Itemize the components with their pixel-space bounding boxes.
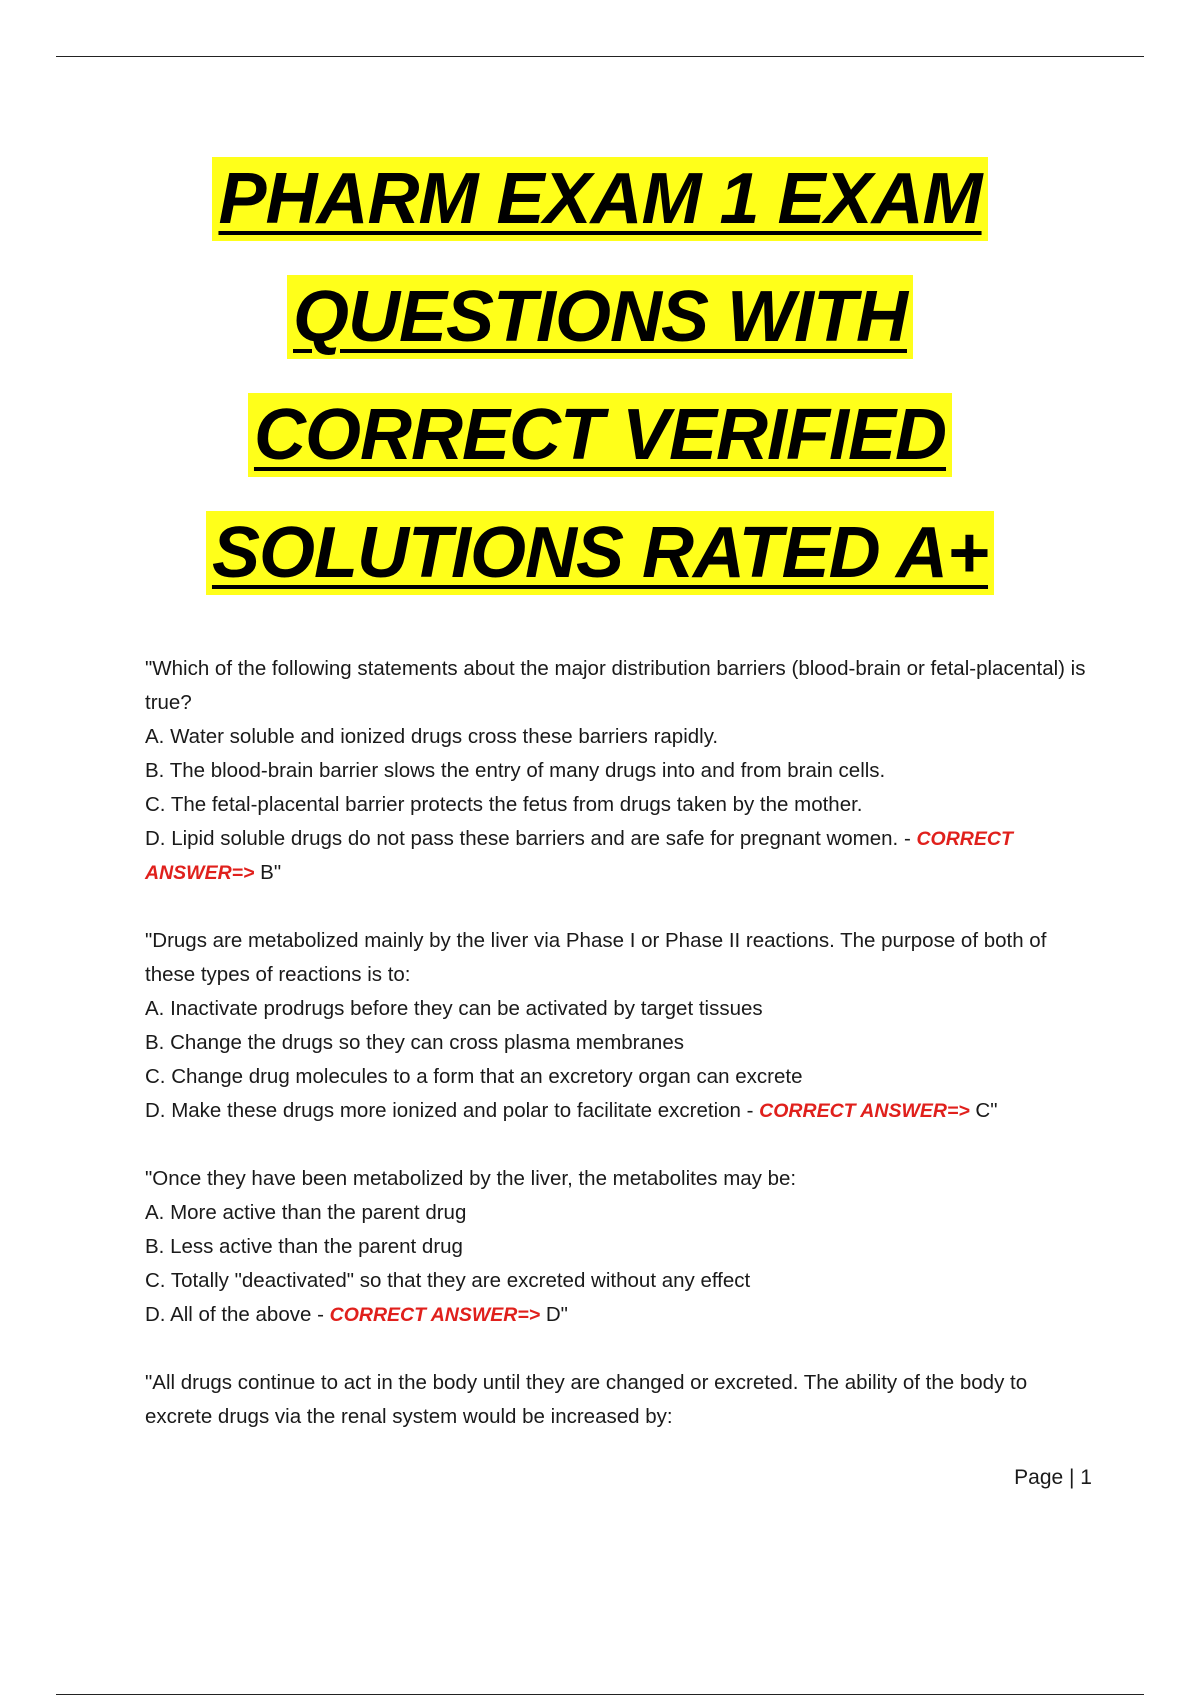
- option-d-text: D. All of the above -: [145, 1303, 330, 1326]
- option-d-text: D. Make these drugs more ionized and polar to facilitate excretion -: [145, 1099, 760, 1122]
- option-c: C. Change drug molecules to a form that an excretory organ can excrete: [145, 1065, 803, 1088]
- title-line-1: PHARM EXAM 1 EXAM: [212, 157, 987, 241]
- answer-label: CORRECT ANSWER=>: [759, 1100, 970, 1122]
- answer-label: CORRECT ANSWER=>: [329, 1304, 541, 1326]
- answer-value: C": [969, 1099, 998, 1122]
- option-b: B. Change the drugs so they can cross plasma membranes: [145, 1031, 684, 1054]
- title-line-2: QUESTIONS WITH: [287, 275, 913, 359]
- option-d: [145, 1094, 1095, 1128]
- option-a: A. More active than the parent drug: [145, 1201, 467, 1224]
- question-1: [145, 652, 1095, 890]
- question-stem: "Drugs are metabolized mainly by the liver via Phase I or Phase II reactions. The purpose of both of these types of reactions is to:: [145, 929, 1047, 986]
- page-number: Page | 1: [1014, 1466, 1092, 1489]
- question-stem: "All drugs continue to act in the body until they are changed or excreted. The ability of the body to excrete drugs via the renal system would be increased by:: [145, 1371, 1028, 1428]
- option-a: A. Water soluble and ionized drugs cross these barriers rapidly.: [145, 725, 719, 748]
- document-title: [0, 140, 1200, 612]
- option-d: [145, 1298, 1095, 1332]
- question-4: [145, 1366, 1095, 1434]
- answer-label: CORRECT ANSWER=>: [145, 828, 1013, 884]
- option-c: C. The fetal-placental barrier protects the fetus from drugs taken by the mother.: [145, 793, 863, 816]
- option-d: [145, 822, 1095, 890]
- question-2: [145, 924, 1095, 1128]
- question-stem: "Which of the following statements about the major distribution barriers (blood-brain or fetal-placental) is true?: [145, 657, 1086, 714]
- option-d-text: D. Lipid soluble drugs do not pass these barriers and are safe for pregnant women. -: [145, 827, 917, 850]
- question-list: [145, 652, 1095, 1468]
- answer-value: D": [540, 1303, 568, 1326]
- question-stem: "Once they have been metabolized by the liver, the metabolites may be:: [145, 1167, 797, 1190]
- answer-value: B": [254, 861, 282, 884]
- title-line-3: CORRECT VERIFIED: [248, 393, 952, 477]
- question-3: [145, 1162, 1095, 1332]
- title-line-4: SOLUTIONS RATED A+: [206, 511, 994, 595]
- option-b: B. Less active than the parent drug: [145, 1235, 463, 1258]
- option-b: B. The blood-brain barrier slows the entry of many drugs into and from brain cells.: [145, 759, 886, 782]
- option-c: C. Totally "deactivated" so that they are excreted without any effect: [145, 1269, 751, 1292]
- header-rule: [56, 56, 1144, 57]
- footer-rule: [56, 1694, 1144, 1695]
- option-a: A. Inactivate prodrugs before they can be activated by target tissues: [145, 997, 763, 1020]
